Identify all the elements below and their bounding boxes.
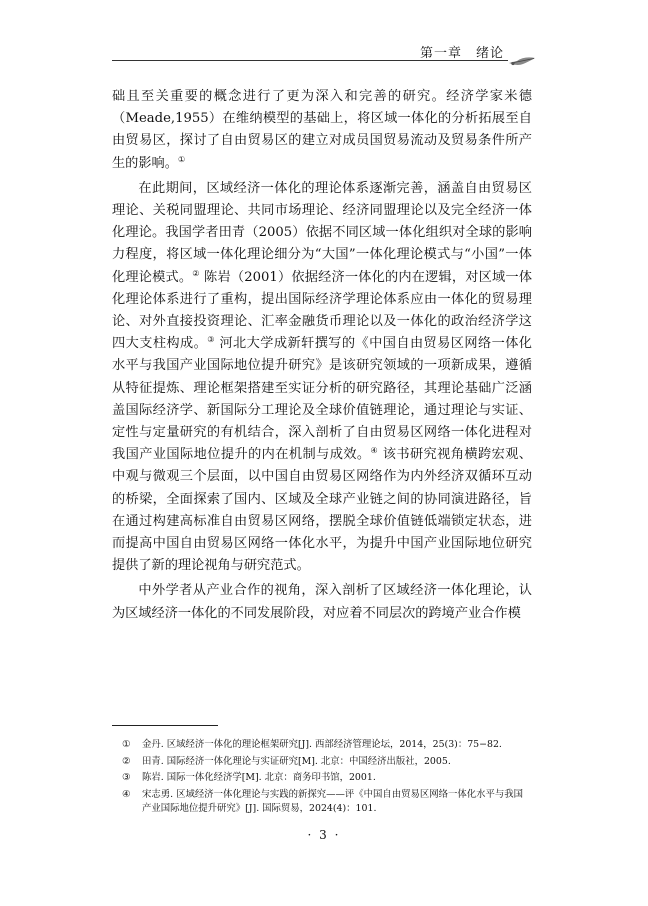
- footnote-mark: ①: [122, 739, 131, 750]
- footnote-text: 宋志勇. 区域经济一体化理论与实践的新探究——评《中国自由贸易区网络一体化水平与我国产业国际地位提升研究》[J]. 国际贸易，2024(4)：101.: [142, 788, 523, 815]
- paragraph-2-text-c: 河北大学成新轩撰写的《中国自由贸易区网络一体化水平与我国产业国际地位提升研究》是该研究领域的一项新成果，遵循从特征提炼、理论框架搭建至实证分析的研究路径，其理论基础广泛涵盖国际经济学、新国际分工理论及全球价值链理论，通过理论与实证、定性与定量研究的有机结合，深入剖析了自由贸易区网络一体化进程对我国产业国际地位提升的内在机制与成效。: [112, 336, 532, 463]
- footnote-ref-4[interactable]: ④: [370, 446, 379, 456]
- body-text: [112, 86, 532, 625]
- footnote-text: 金丹. 区域经济一体化的理论框架研究[J]. 西部经济管理论坛，2014，25(3)：75−82.: [142, 739, 502, 750]
- paragraph-3: 中外学者从产业合作的视角，深入剖析了区域经济一体化理论，认为区域经济一体化的不同发展阶段，对应着不同层次的跨境产业合作模: [112, 583, 532, 621]
- footnote-item: [112, 738, 532, 753]
- footnote-mark: ②: [122, 755, 131, 767]
- paragraph-1: [112, 86, 532, 175]
- footnotes: [112, 738, 532, 819]
- footnote-rule: [112, 725, 218, 726]
- page-number: · 3 ·: [307, 828, 341, 842]
- feather-pen-icon: [508, 52, 536, 70]
- footnote-mark: ③: [122, 772, 131, 784]
- footnote-ref-3[interactable]: ③: [207, 335, 215, 345]
- footnote-ref-1[interactable]: ①: [177, 154, 186, 164]
- footnote-ref-2[interactable]: ②: [192, 268, 200, 278]
- footnote-item: [112, 771, 532, 786]
- paragraph-2-text-d: 该书研究视角横跨宏观、中观与微观三个层面，以中国自由贸易区网络作为内外经济双循环互动的桥梁，全面探索了国内、区域及全球产业链之间的协同演进路径，旨在通过构建高标准自由贸易区网络，摆脱全球价值链低端锁定状态，进而提高中国自由贸易区网络一体化水平，为提升中国产业国际地位研究提供了新的理论视角与研究范式。: [112, 447, 532, 574]
- footnote-text: 陈岩. 国际一体化经济学[M]. 北京：商务印书馆，2001.: [142, 772, 376, 784]
- paragraph-2: [112, 178, 532, 578]
- paragraph-1-text: 础且至关重要的概念进行了更为深入和完善的研究。经济学家米德（Meade,1955）在维纳模型的基础上，将区域一体化的分析拓展至自由贸易区，探讨了自由贸易区的建立对成员国贸易流动及贸易条件所产生的影响。: [112, 89, 532, 171]
- chapter-header: 第一章 绪论: [420, 46, 505, 61]
- footnote-text: 田青. 国际经济一体化理论与实证研究[M]. 北京：中国经济出版社，2005.: [142, 755, 451, 767]
- paragraph-2-text-b: 陈岩（2001）依据经济一体化的内在逻辑，对区域一体化理论体系进行了重构，提出国际经济学理论体系应由一体化的贸易理论、对外直接投资理论、汇率金融货币理论以及一体化的政治经济学这四大支柱构成。: [112, 269, 533, 352]
- header-rule: [112, 60, 508, 61]
- paragraph-2-text-a: 在此期间，区域经济一体化的理论体系逐渐完善，涵盖自由贸易区理论、关税同盟理论、共同市场理论、经济同盟理论以及完全经济一体化理论。我国学者田青（2005）依据不同区域一体化组织对全球的影响力程度，将区域一体化理论细分为“大国”一体化理论模式与“小国”一体化理论模式。: [112, 180, 532, 285]
- footnote-item: [112, 755, 532, 770]
- footnote-item: [112, 788, 532, 817]
- footnote-mark: ④: [122, 788, 131, 800]
